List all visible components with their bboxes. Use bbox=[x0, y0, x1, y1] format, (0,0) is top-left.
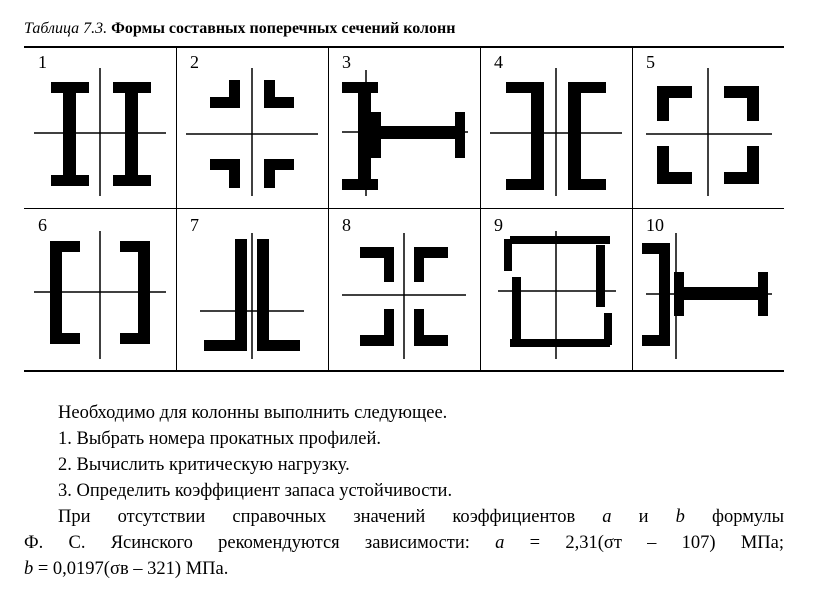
section-cell-4 bbox=[480, 46, 632, 209]
formula-paragraph-line-3 bbox=[24, 556, 784, 582]
section-cell-1 bbox=[24, 46, 176, 209]
table-label: Таблица 7.3. bbox=[24, 20, 108, 37]
section-number: 7 bbox=[190, 215, 199, 235]
section-number: 3 bbox=[342, 52, 351, 72]
formula-paragraph-line-2 bbox=[24, 530, 784, 556]
section-shape-channel-angles bbox=[328, 209, 480, 372]
section-cell-6 bbox=[24, 209, 176, 372]
variable-b: b bbox=[24, 559, 34, 579]
section-shape-channel-i-beam bbox=[632, 209, 784, 372]
section-shape-plate-box bbox=[480, 209, 632, 372]
table-caption bbox=[24, 20, 455, 38]
section-cell-8 bbox=[328, 209, 480, 372]
section-number: 6 bbox=[38, 215, 47, 235]
section-cell-7 bbox=[176, 209, 328, 372]
variable-a: a bbox=[602, 507, 612, 527]
section-shape-four-angles bbox=[176, 46, 328, 209]
intro-line: Необходимо для колонны выполнить следующее. bbox=[58, 403, 448, 423]
section-number: 5 bbox=[646, 52, 655, 72]
section-shape-angle-box bbox=[632, 46, 784, 209]
step-1: 1. Выбрать номера прокатных профилей. bbox=[58, 429, 382, 449]
section-shape-two-channels-in bbox=[24, 209, 176, 372]
section-cell-9 bbox=[480, 209, 632, 372]
formula-text: При отсутствии справочных значений коэффициентов bbox=[58, 507, 603, 527]
step-3: 3. Определить коэффициент запаса устойчивости. bbox=[58, 481, 453, 501]
formula-text: Ф. С. Ясинского рекомендуются зависимости: bbox=[24, 533, 496, 553]
section-cell-2 bbox=[176, 46, 328, 209]
section-number: 1 bbox=[38, 52, 47, 72]
section-shape-two-angles bbox=[176, 209, 328, 372]
formula-text: и bbox=[611, 507, 676, 527]
sections-table bbox=[24, 46, 784, 372]
section-number: 4 bbox=[494, 52, 503, 72]
table-title: Формы составных поперечных сечений колонн bbox=[111, 20, 456, 37]
section-cell-10 bbox=[632, 209, 784, 372]
section-number: 2 bbox=[190, 52, 199, 72]
formula-paragraph-line-1 bbox=[24, 504, 784, 530]
variable-b: b bbox=[675, 507, 685, 527]
formula-a: = 2,31(σт – 107) МПа; bbox=[504, 533, 784, 553]
section-shape-cross-i-beams bbox=[328, 46, 480, 209]
section-cell-5 bbox=[632, 46, 784, 209]
section-cell-3 bbox=[328, 46, 480, 209]
formula-text: формулы bbox=[684, 507, 785, 527]
section-shape-two-channels-out bbox=[480, 46, 632, 209]
body-text bbox=[24, 400, 784, 582]
section-number: 8 bbox=[342, 215, 351, 235]
step-2: 2. Вычислить критическую нагрузку. bbox=[58, 455, 350, 475]
section-shape-two-i-beams bbox=[24, 46, 176, 209]
section-number: 10 bbox=[646, 215, 664, 235]
variable-a: a bbox=[495, 533, 505, 553]
section-number: 9 bbox=[494, 215, 503, 235]
formula-b: = 0,0197(σв – 321) МПа. bbox=[33, 559, 229, 579]
